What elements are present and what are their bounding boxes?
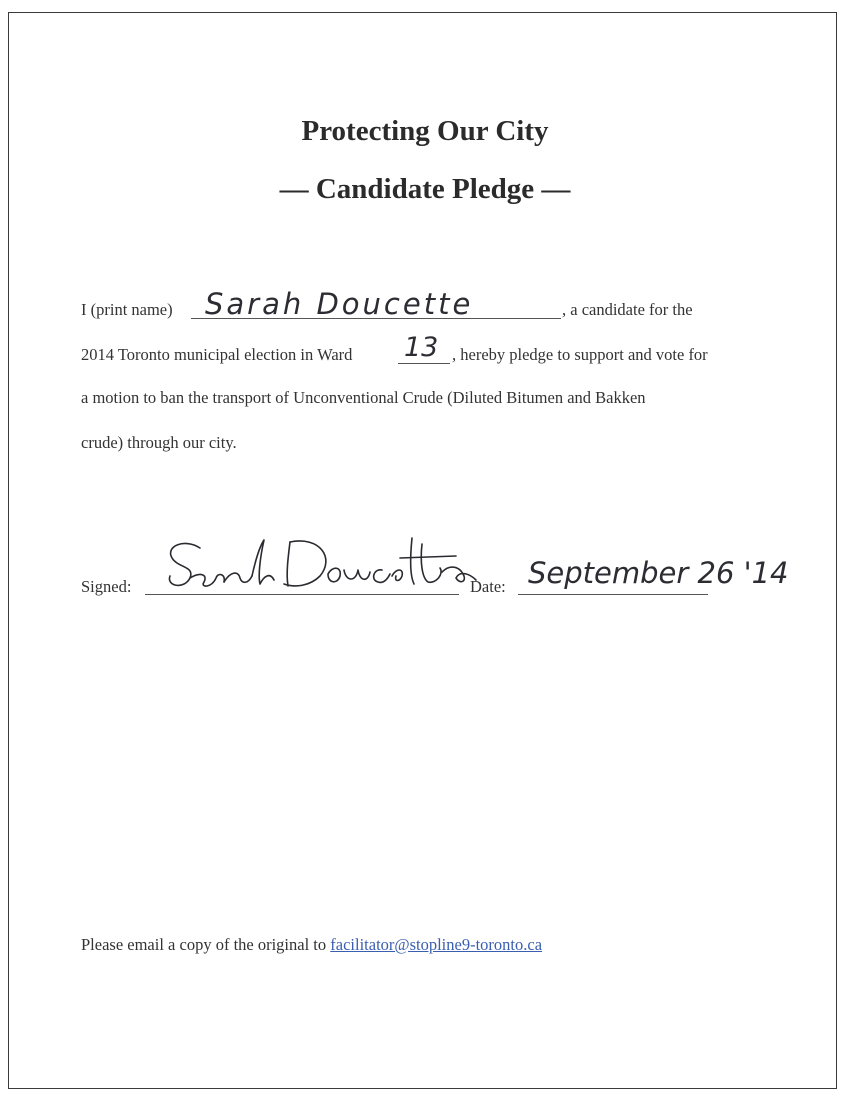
pledge-line3: a motion to ban the transport of Unconventional Crude (Diluted Bitumen and Bakken bbox=[81, 388, 646, 407]
pledge-line4: crude) through our city. bbox=[81, 433, 237, 452]
date-blank bbox=[518, 594, 708, 595]
pledge-line1-suffix: , a candidate for the bbox=[562, 300, 693, 319]
email-instruction-text: Please email a copy of the original to bbox=[81, 935, 327, 954]
page-title: Protecting Our City bbox=[301, 115, 549, 147]
printed-name-handwritten: Sarah Doucette bbox=[205, 287, 474, 321]
date-label: Date: bbox=[470, 577, 506, 596]
pledge-line2-suffix: , hereby pledge to support and vote for bbox=[452, 345, 708, 364]
date-handwritten: September 26 '14 bbox=[528, 556, 789, 590]
signed-label: Signed: bbox=[81, 577, 132, 596]
ward-number-handwritten: 13 bbox=[404, 332, 439, 363]
email-instruction bbox=[81, 935, 542, 955]
pledge-line1-prefix: I (print name) bbox=[81, 300, 173, 319]
email-link[interactable]: facilitator@stopline9-toronto.ca bbox=[330, 935, 543, 954]
page-subtitle: — Candidate Pledge — bbox=[279, 173, 571, 205]
ward-blank bbox=[398, 363, 450, 364]
signature-image bbox=[160, 528, 480, 598]
pledge-line2-prefix: 2014 Toronto municipal election in Ward bbox=[81, 345, 353, 364]
